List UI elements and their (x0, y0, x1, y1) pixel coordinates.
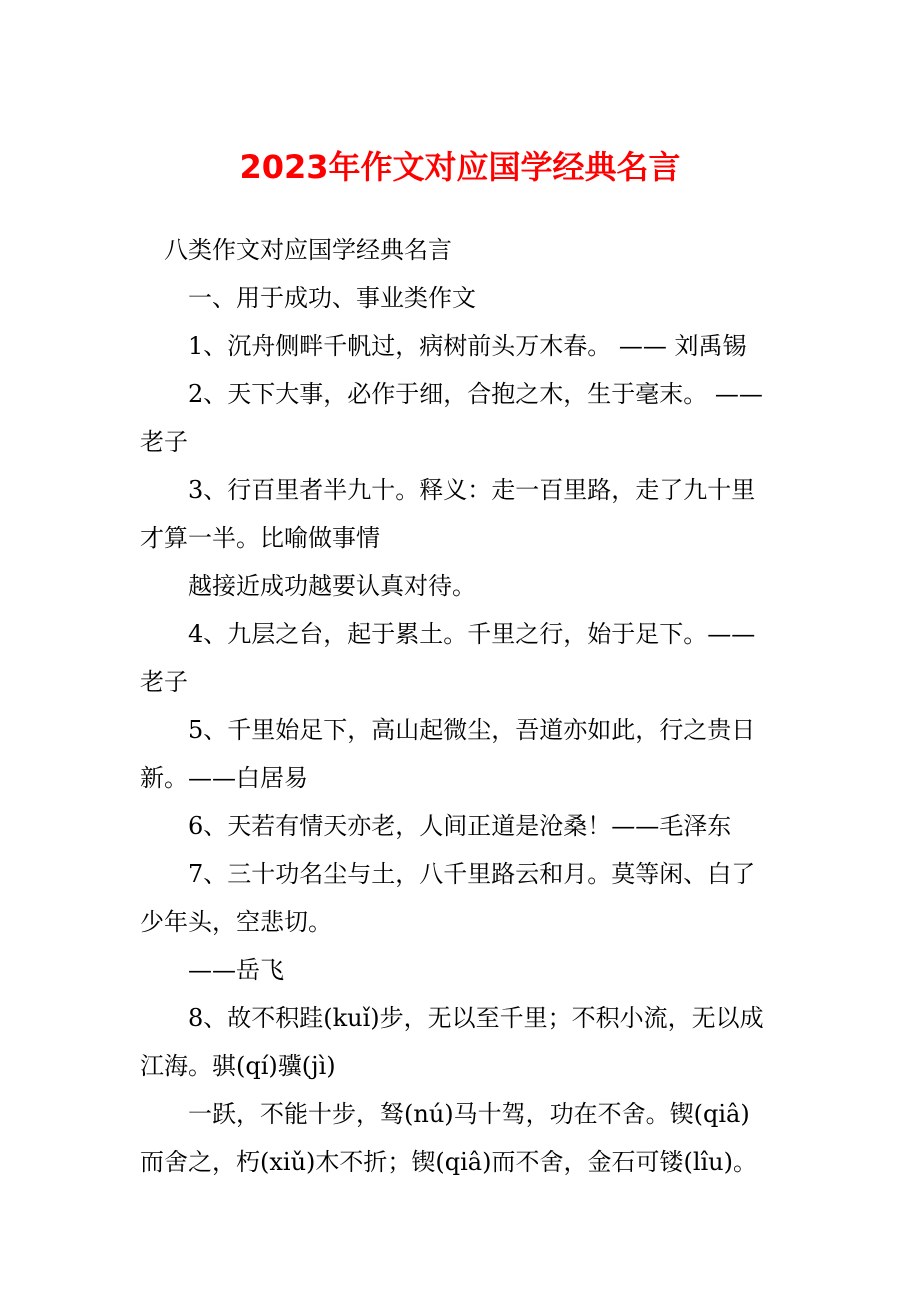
category-heading: 一、用于成功、事业类作文 (188, 284, 476, 312)
quote-line: 新。——白居易 (140, 764, 308, 792)
quote-line: 2、天下大事，必作于细，合抱之木，生于毫末。 —— (188, 380, 763, 408)
quote-line: 8、故不积跬(kuǐ)步，无以至千里；不积小流，无以成 (188, 1004, 764, 1032)
quote-line: 而舍之，朽(xiǔ)木不折；锲(qiâ)而不舍，金石可镂(lîu)。 (140, 1148, 758, 1176)
quote-line: 越接近成功越要认真对待。 (188, 572, 476, 600)
quote-line: 3、行百里者半九十。释义：走一百里路，走了九十里 (188, 476, 756, 504)
quote-line: 5、千里始足下，高山起微尘，吾道亦如此，行之贵日 (188, 716, 756, 744)
quote-line: 才算一半。比喻做事情 (140, 524, 380, 552)
quote-line: 7、三十功名尘与土，八千里路云和月。莫等闲、白了 (188, 860, 756, 888)
quote-line: 少年头，空悲切。 (140, 908, 332, 936)
quote-line: 老子 (140, 668, 188, 696)
document-body (140, 226, 788, 1186)
quote-line: 江海。骐(qí)骥(jì) (140, 1052, 336, 1080)
quote-line: 一跃，不能十步，驽(nú)马十驾，功在不舍。锲(qiâ) (188, 1100, 750, 1128)
quote-line: ——岳飞 (188, 956, 284, 984)
document-title: 2023年作文对应国学经典名言 (239, 148, 681, 186)
quote-line: 6、天若有情天亦老，人间正道是沧桑！——毛泽东 (188, 812, 732, 840)
section-heading: 八类作文对应国学经典名言 (164, 236, 452, 264)
quote-line: 1、沉舟侧畔千帆过，病树前头万木春。 —— 刘禹锡 (188, 332, 747, 360)
quote-line: 4、九层之台，起于累土。千里之行，始于足下。—— (188, 620, 756, 648)
quote-line: 老子 (140, 428, 188, 456)
